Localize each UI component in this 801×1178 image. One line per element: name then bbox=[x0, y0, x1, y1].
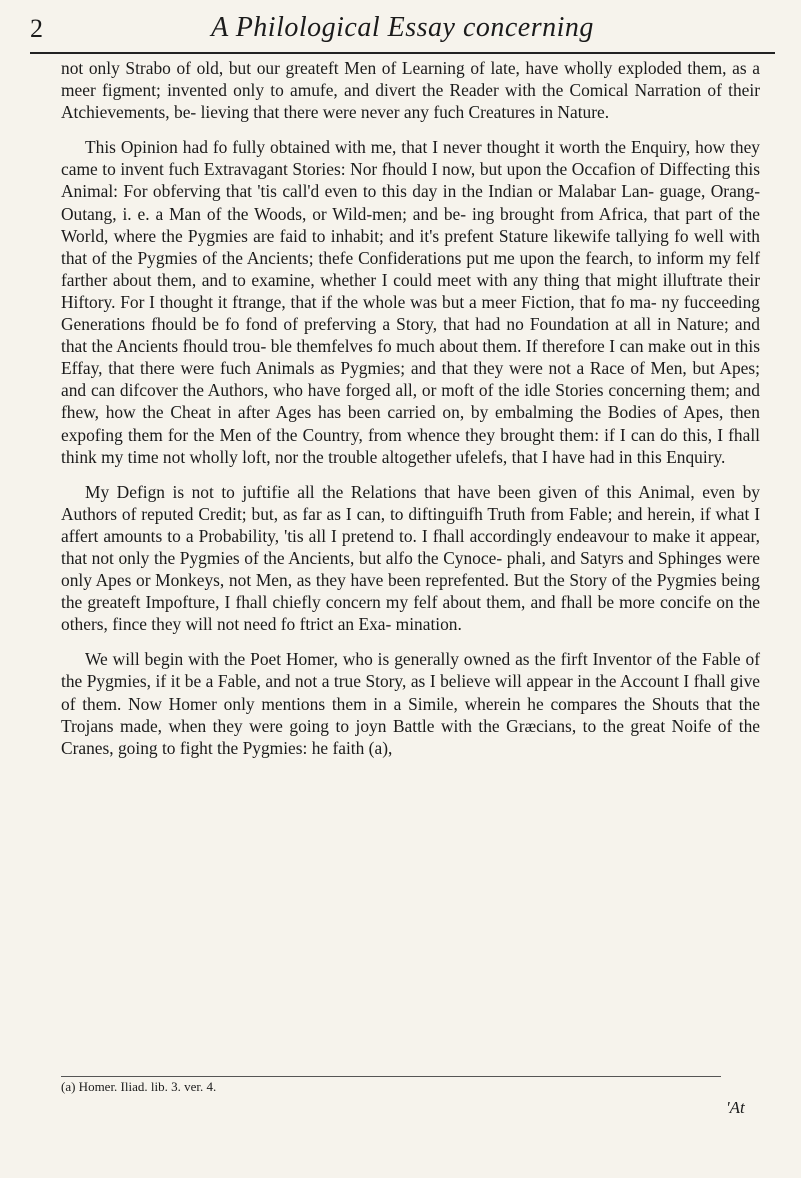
text-line: firft Inventor of the Fable of the Pygmies, if it be a Fable, and not a bbox=[61, 649, 760, 692]
text-line: worth the Enquiry, how they came to invent fuch Extravagant Stories: bbox=[61, 137, 760, 180]
text-line: had no Foundation at all in Nature; and that the Ancients fhould trou- bbox=[61, 314, 760, 357]
text-line: Nor fhould I now, but upon the Occafion of Diffecting this Animal: For bbox=[61, 159, 760, 202]
text-line: guage, Orang-Outang, i. e. a Man of the Woods, or Wild-men; and be- bbox=[61, 181, 760, 224]
paragraph-2 bbox=[61, 136, 760, 467]
text-line: diftinguifh Truth from Fable; and herein, if what I affert amounts to a bbox=[61, 503, 760, 546]
catchword: 'At bbox=[726, 1098, 745, 1117]
text-line: We will begin with the Poet Homer, who is generally owned as the bbox=[85, 649, 561, 670]
text-line: divert the Reader with the Comical Narration of their Atchievements, be- bbox=[61, 80, 760, 123]
paragraph-4 bbox=[61, 648, 760, 758]
text-line: of the Pygmies of the Ancients; thefe Confiderations put me upon the bbox=[91, 247, 586, 268]
text-line: phali, and Satyrs and Sphinges were only Apes or Monkeys, not Men, as bbox=[61, 547, 760, 591]
text-line: the Græcians, to the great Noife of the Cranes, going to fight the Pygmies: bbox=[61, 715, 760, 758]
text-line: I could meet with any thing that might illuftrate their Hiftory. For I bbox=[61, 269, 761, 312]
text-line: he faith (a), bbox=[311, 737, 393, 758]
text-line: Now Homer only mentions them in a Simile, wherein he compares the bbox=[128, 693, 652, 714]
running-title: A Philological Essay concerning bbox=[211, 12, 594, 43]
footnote-rule bbox=[61, 1076, 721, 1077]
text-line: it appear, that not only the Pygmies of the Ancients, but alfo the Cynoce- bbox=[61, 525, 760, 568]
text-line: thought it ftrange, that if the whole was but a meer Fiction, that fo ma- bbox=[159, 291, 657, 312]
text-line: all, or moft of the idle Stories concerning them; and fhew, how the bbox=[61, 380, 760, 423]
page-header bbox=[30, 12, 775, 54]
text-line: obferving that 'tis call'd even to this day in the Indian or Malabar Lan- bbox=[152, 181, 655, 202]
paragraph-3 bbox=[61, 481, 760, 636]
text-line: Apes, then expofing them for the Men of the Country, from whence they bbox=[61, 402, 760, 445]
text-line: they have been reprefented. But the Story of the Pygmies being the bbox=[61, 570, 760, 613]
text-line: not only Strabo of old, but our greateft Men of Learning of late, have bbox=[61, 58, 565, 78]
text-line: Shouts that the Trojans made, when they were going to joyn Battle with bbox=[61, 693, 760, 736]
text-line: be more concife on the others, fince they will not need fo ftrict an Exa- bbox=[61, 592, 761, 635]
text-line: nor the trouble altogether ufelefs, that I have had in this Enquiry. bbox=[275, 446, 726, 467]
text-line: lieving that there were never any fuch Creatures in Nature. bbox=[200, 102, 610, 123]
text-line: My Defign is not to juftifie all the Relations that have been given of bbox=[85, 481, 607, 502]
text-line: ny fucceeding Generations fhould be fo fond of preferving a Story, that bbox=[61, 291, 760, 335]
text-line: Cheat in after Ages has been carried on, by embalming the Bodies of bbox=[170, 402, 684, 423]
text-line: brought them: if I can do this, I fhall think my time not wholly loft, bbox=[61, 424, 760, 467]
text-line: this Animal, even by Authors of reputed Credit; but, as far as I can, to bbox=[61, 481, 760, 524]
paragraph-1 bbox=[61, 57, 760, 123]
text-line: faid to inhabit; and it's prefent Stature likewife tallying fo well with that bbox=[61, 225, 760, 268]
text-line: ble themfelves fo much about them. If therefore I can make out in this bbox=[270, 336, 760, 357]
page-number: 2 bbox=[30, 14, 43, 43]
text-line: mination. bbox=[395, 614, 462, 635]
text-line: Effay, that there were fuch Animals as Pygmies; and that they were not a bbox=[61, 358, 590, 379]
text-line: This Opinion had fo fully obtained with me, that I never thought it bbox=[85, 137, 560, 158]
text-line: greateft Impofture, I fhall chiefly concern my felf about them, and fhall bbox=[87, 592, 598, 613]
text-line: Probability, 'tis all I pretend to. I fhall accordingly endeavour to make bbox=[198, 525, 696, 546]
text-line: Race of Men, but Apes; and can difcover the Authors, who have forged bbox=[61, 358, 760, 401]
text-line: ing brought from Africa, that part of the World, where the Pygmies are bbox=[61, 203, 760, 246]
text-line: fearch, to inform my felf farther about them, and to examine, whether bbox=[61, 247, 760, 290]
footnote: (a) Homer. Iliad. lib. 3. ver. 4. bbox=[61, 1079, 217, 1094]
text-line: wholly exploded them, as a meer figment; invented only to amufe, and bbox=[61, 58, 760, 101]
body-text bbox=[61, 57, 760, 759]
text-line: true Story, as I believe will appear in the Account I fhall give of them. bbox=[61, 671, 760, 714]
